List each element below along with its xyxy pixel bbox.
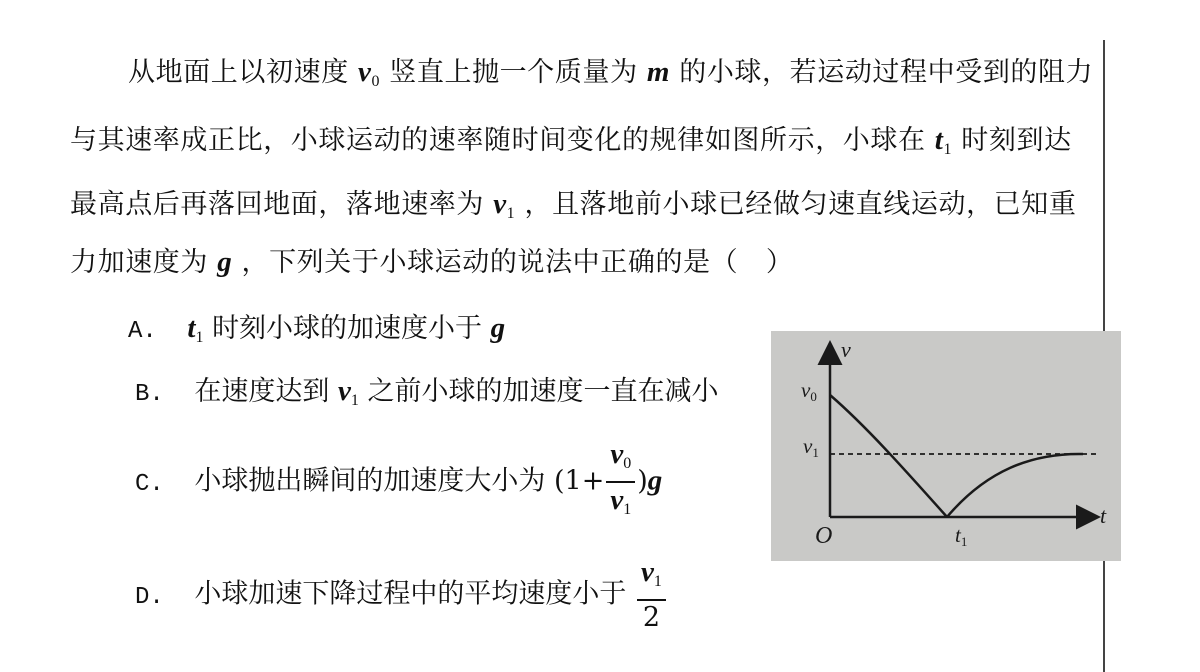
stem-text: 竖直上抛一个质量为 xyxy=(389,57,638,88)
v1-label: v1 xyxy=(803,434,819,460)
option-d[interactable] xyxy=(135,555,668,635)
var-m: m xyxy=(646,56,671,88)
stem-text: 力加速度为 xyxy=(70,247,208,278)
option-key: C. xyxy=(135,470,164,498)
paren-open: (1+ xyxy=(554,465,605,497)
stem-line-1 xyxy=(128,50,1093,91)
stem-line-4 xyxy=(70,240,793,279)
v0-label: v0 xyxy=(801,378,817,404)
x-axis-label: t xyxy=(1100,503,1107,528)
origin-label: O xyxy=(815,523,833,549)
option-a[interactable] xyxy=(128,306,505,347)
option-text: 小球抛出瞬间的加速度大小为 xyxy=(194,465,546,497)
paren-close: ) xyxy=(637,465,648,497)
stem-text: 从地面上以初速度 xyxy=(128,57,349,88)
option-text: 时刻小球的加速度小于 xyxy=(212,313,483,344)
var-g: g xyxy=(217,246,233,278)
option-key: B. xyxy=(135,381,164,408)
stem-text: 时刻到达 xyxy=(961,125,1072,156)
var-v0: $v_0$ xyxy=(358,56,381,90)
var-g: g xyxy=(647,464,663,497)
graph-svg xyxy=(771,331,1121,561)
y-axis-label: v xyxy=(841,337,851,362)
fraction-v1-over-2: $\frac{v_1}{2}$ xyxy=(637,555,666,635)
t1-label: t1 xyxy=(955,523,968,549)
option-text: 之前小球的加速度一直在减小 xyxy=(367,376,719,407)
option-text: 小球加速下降过程中的平均速度小于 xyxy=(194,578,627,610)
stem-text: 与其速率成正比，小球运动的速率随时间变化的规律如图所示，小球在 xyxy=(70,125,926,156)
curve-rising xyxy=(830,395,947,517)
option-key: A. xyxy=(128,318,157,345)
stem-line-3 xyxy=(70,182,1076,223)
stem-text: 的小球，若运动过程中受到的阻力 xyxy=(679,57,1094,88)
curve-falling xyxy=(947,454,1083,517)
var-t1: $t_1$ xyxy=(187,312,204,346)
stem-text: ，下列关于小球运动的说法中正确的是（ ） xyxy=(241,247,794,278)
stem-line-2 xyxy=(70,118,1072,159)
var-g: g xyxy=(490,312,506,344)
option-c[interactable] xyxy=(135,437,662,527)
stem-text: 最高点后再落回地面，落地速率为 xyxy=(70,189,484,220)
option-text: 在速度达到 xyxy=(194,376,330,407)
velocity-time-graph xyxy=(771,331,1121,561)
fraction-v0-over-v1: $\frac{v_0}{v_1}$ xyxy=(606,437,635,527)
option-b[interactable] xyxy=(135,369,718,410)
var-v1: $v_1$ xyxy=(493,188,516,222)
stem-text: ，且落地前小球已经做匀速直线运动，已知重 xyxy=(524,189,1077,220)
option-key: D. xyxy=(135,583,164,611)
var-t1: $t_1$ xyxy=(934,124,953,158)
var-v1: $v_1$ xyxy=(338,375,359,409)
